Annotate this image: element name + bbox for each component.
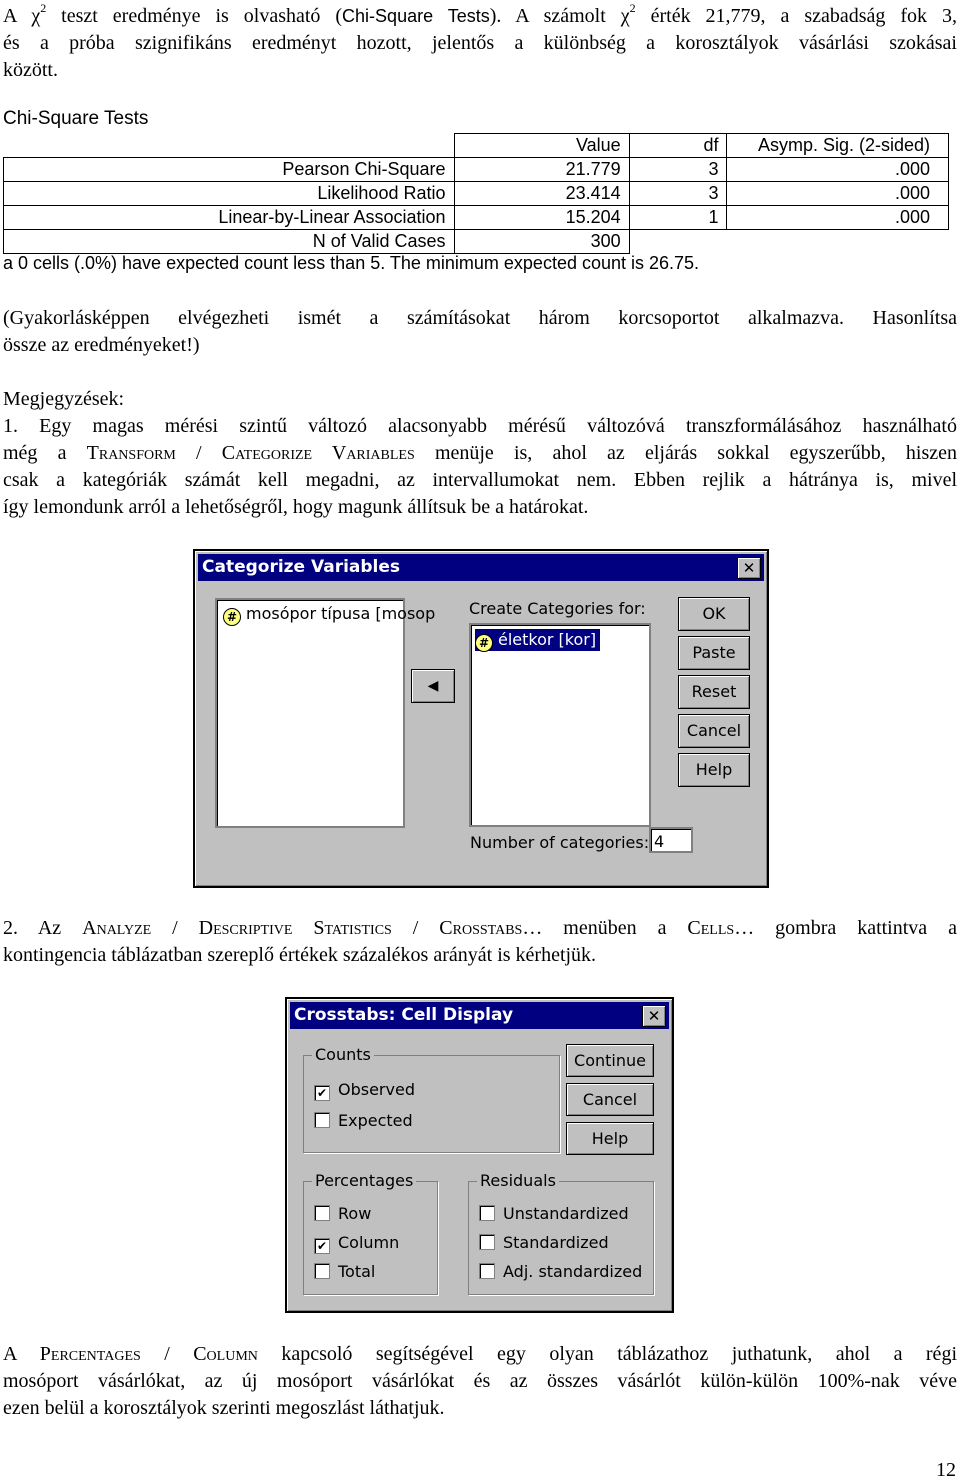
closing-line-2: mosóport vásárlókat, az új mosóport vásárlókat és az összes vásárlót külön-külön 100%-nak véve — [3, 1370, 957, 1392]
header-sig: Asymp. Sig. (2-sided) — [727, 134, 949, 158]
adj-standardized-checkbox[interactable]: Adj. standardized — [479, 1262, 642, 1282]
page-number: 12 — [936, 1459, 956, 1481]
move-left-button[interactable]: ◀ — [411, 669, 455, 703]
intro-line-2: és a próba szignifikáns eredményt hozott, jelentős a különbség a korosztályok vásárlási szokásai — [3, 32, 957, 54]
checkbox-icon — [314, 1263, 330, 1279]
num-categories-input[interactable]: 4 — [649, 827, 693, 853]
table-header-row — [4, 134, 949, 158]
counts-group — [303, 1045, 560, 1153]
list-item-selected[interactable]: # életkor [kor] — [475, 629, 600, 651]
residuals-legend: Residuals — [477, 1171, 559, 1190]
help-button[interactable]: Help — [566, 1122, 654, 1155]
target-variable-list[interactable] — [469, 623, 651, 827]
dialog-titlebar — [198, 554, 764, 581]
categorize-variables-dialog — [193, 549, 769, 888]
row-checkbox[interactable]: Row — [314, 1204, 371, 1224]
chi-square-table — [3, 133, 949, 254]
practice-line-2: össze az eredményeket!) — [3, 334, 200, 356]
closing-line-1: A Percentages / Column kapcsoló segítségével egy olyan táblázathoz juthatunk, ahol a régi — [3, 1343, 957, 1365]
table-row: Linear-by-Linear Association 15.204 1 .000 — [4, 206, 949, 230]
dialog-title: Categorize Variables — [202, 557, 401, 577]
cancel-button[interactable]: Cancel — [678, 714, 750, 748]
percentages-legend: Percentages — [312, 1171, 416, 1190]
checkbox-icon — [314, 1112, 330, 1128]
expected-checkbox[interactable]: Expected — [314, 1111, 413, 1131]
dialog-titlebar — [290, 1002, 669, 1029]
standardized-checkbox[interactable]: Standardized — [479, 1233, 609, 1253]
table-row: Pearson Chi-Square 21.779 3 .000 — [4, 158, 949, 182]
intro-line-1: A $\chi^2$ teszt eredménye is olvasható (Chi-Square Tests). A számolt $\chi^2$ érték 21,779, a szabadság fok 3, — [3, 1, 957, 27]
total-checkbox[interactable]: Total — [314, 1262, 375, 1282]
list-item[interactable]: # mosópor típusa [mosop — [223, 604, 435, 626]
chi-table-title: Chi-Square Tests — [3, 108, 149, 129]
note2-line-2: kontingencia táblázatban szereplő értékek százalékos arányát is kérhetjük. — [3, 944, 597, 966]
practice-line-1: (Gyakorlásképpen elvégezheti ismét a számításokat három korcsoportot alkalmazva. Hasonlítsa — [3, 307, 957, 329]
checkbox-icon — [479, 1263, 495, 1279]
checkbox-icon — [479, 1234, 495, 1250]
closing-line-3: ezen belül a korosztályok szerinti megoszlást láthatjuk. — [3, 1397, 445, 1419]
close-icon[interactable]: ✕ — [642, 1005, 666, 1027]
num-categories-label: Number of categories: — [470, 833, 650, 852]
checkbox-checked-icon: ✔ — [314, 1085, 330, 1101]
checkbox-icon — [479, 1205, 495, 1221]
scale-variable-icon: # — [475, 634, 493, 652]
note1-line-1: 1. Egy magas mérési szintű változó alacsonyabb mérésű változóvá transzformálásához használható — [3, 415, 957, 437]
cell-display-dialog — [285, 997, 674, 1313]
note1-line-4: így lemondunk arról a lehetőségről, hogy magunk állítsuk be a határokat. — [3, 496, 589, 518]
notes-heading: Megjegyzések: — [3, 388, 125, 410]
source-variable-list[interactable] — [215, 598, 436, 828]
reset-button[interactable]: Reset — [678, 675, 750, 709]
paste-button[interactable]: Paste — [678, 636, 750, 670]
ok-button[interactable]: OK — [678, 597, 750, 631]
header-df: df — [629, 134, 727, 158]
target-list-label: Create Categories for: — [469, 599, 646, 618]
column-checkbox[interactable]: ✔ Column — [314, 1233, 399, 1253]
scale-variable-icon: # — [223, 608, 241, 626]
counts-legend: Counts — [312, 1045, 374, 1064]
unstandardized-checkbox[interactable]: Unstandardized — [479, 1204, 629, 1224]
intro-line-3: között. — [3, 59, 58, 81]
help-button[interactable]: Help — [678, 753, 750, 787]
checkbox-icon — [314, 1205, 330, 1221]
observed-checkbox[interactable]: ✔ Observed — [314, 1080, 415, 1100]
checkbox-checked-icon: ✔ — [314, 1238, 330, 1254]
close-icon[interactable]: ✕ — [737, 557, 761, 579]
note1-line-3: csak a kategóriák számát kell megadni, az intervallumokat nem. Ebben rejlik a hátránya is, mivel — [3, 469, 957, 491]
table-row: N of Valid Cases 300 — [4, 230, 949, 254]
chi-table-footnote: a 0 cells (.0%) have expected count less than 5. The minimum expected count is 26.75. — [3, 253, 700, 273]
residuals-group — [468, 1171, 654, 1295]
note1-line-2: még a Transform / Categorize Variables menüje is, ahol az eljárás sokkal egyszerűbb, hiszen — [3, 442, 958, 464]
table-row: Likelihood Ratio 23.414 3 .000 — [4, 182, 949, 206]
header-value: Value — [454, 134, 629, 158]
note2-line-1: 2. Az Analyze / Descriptive Statistics / Crosstabs… menüben a Cells… gombra kattintva a — [3, 917, 958, 939]
continue-button[interactable]: Continue — [566, 1044, 654, 1077]
percentages-group — [303, 1171, 438, 1295]
cancel-button[interactable]: Cancel — [566, 1083, 654, 1116]
dialog-title: Crosstabs: Cell Display — [294, 1005, 514, 1025]
